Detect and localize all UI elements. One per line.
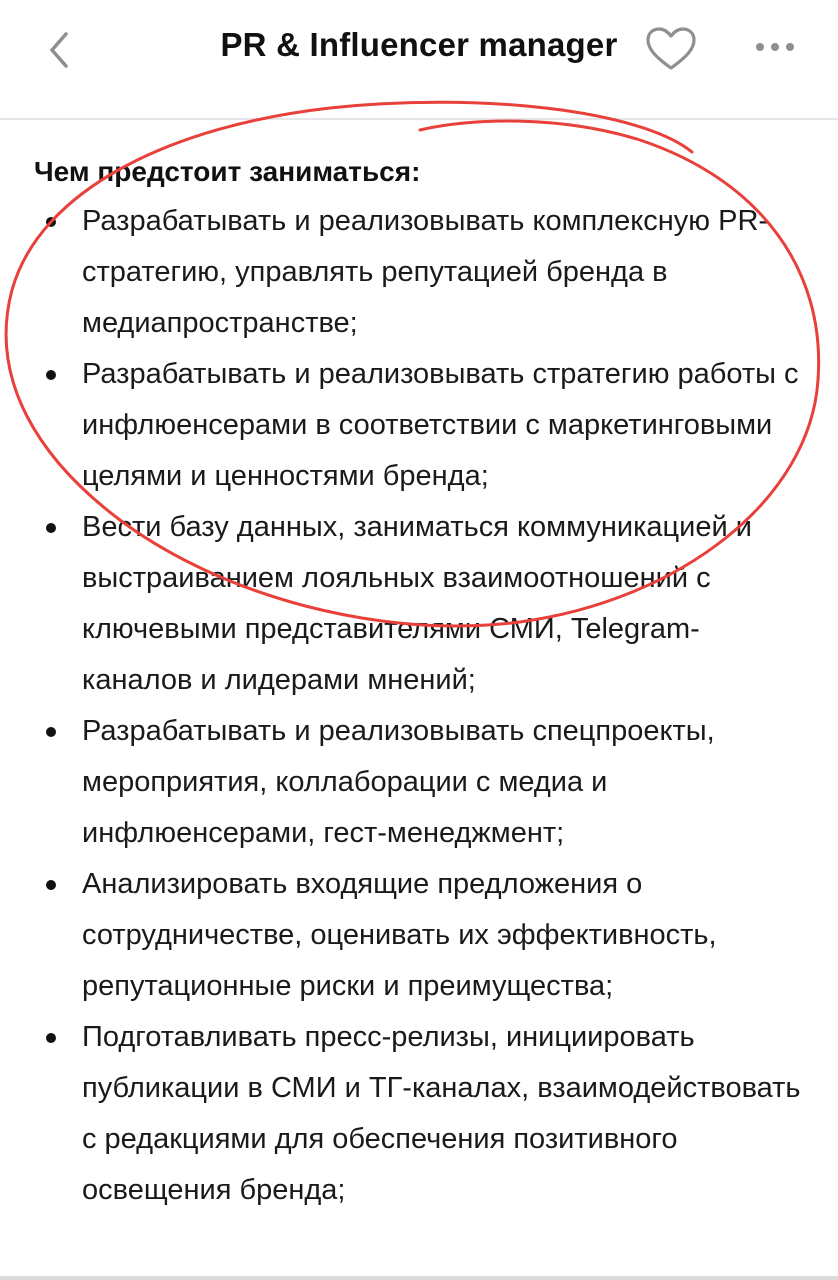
bullet-icon: [46, 370, 56, 380]
duties-list: [34, 196, 824, 1216]
bullet-icon: [46, 880, 56, 890]
list-item: [34, 349, 802, 502]
bullet-icon: [46, 523, 56, 533]
list-item: [34, 706, 802, 859]
page-title: PR & Influencer manager: [220, 26, 618, 63]
top-navigation-bar: [0, 0, 838, 112]
ellipsis-icon: [748, 26, 802, 70]
bottom-edge: [0, 1276, 838, 1280]
list-item-text: Вести базу данных, заниматься коммуникацией и выстраиванием лояльных взаимоотношений с ключевыми представителями СМИ, Telegram-каналов и лидерами мнений;: [82, 511, 752, 696]
job-description-section: [34, 150, 824, 1216]
bullet-icon: [46, 1033, 56, 1043]
list-item: [34, 859, 802, 1012]
more-options-button[interactable]: [748, 26, 802, 70]
list-item: [34, 1012, 802, 1216]
header-divider: [0, 118, 838, 120]
list-item-text: Разрабатывать и реализовывать спецпроекты, мероприятия, коллаборации с медиа и инфлюенсерами, гест-менеджмент;: [82, 715, 715, 849]
list-item-text: Разрабатывать и реализовывать стратегию работы с инфлюенсерами в соответствии с маркетинговыми целями и ценностями бренда;: [82, 358, 799, 492]
bullet-icon: [46, 727, 56, 737]
bullet-icon: [46, 217, 56, 227]
heart-outline-icon: [640, 24, 702, 74]
list-item-text: Разрабатывать и реализовывать комплексную PR-стратегию, управлять репутацией бренда в медиапространстве;: [82, 205, 769, 339]
list-item: [34, 196, 802, 349]
list-item-text: Анализировать входящие предложения о сотрудничестве, оценивать их эффективность, репутационные риски и преимущества;: [82, 868, 717, 1002]
list-item-text: Подготавливать пресс-релизы, инициировать публикации в СМИ и ТГ-каналах, взаимодействовать с редакциями для обеспечения позитивного освещения бренда;: [82, 1021, 801, 1206]
section-heading: Чем предстоит заниматься:: [34, 156, 421, 187]
favorite-button[interactable]: [640, 24, 702, 74]
list-item: [34, 502, 802, 706]
